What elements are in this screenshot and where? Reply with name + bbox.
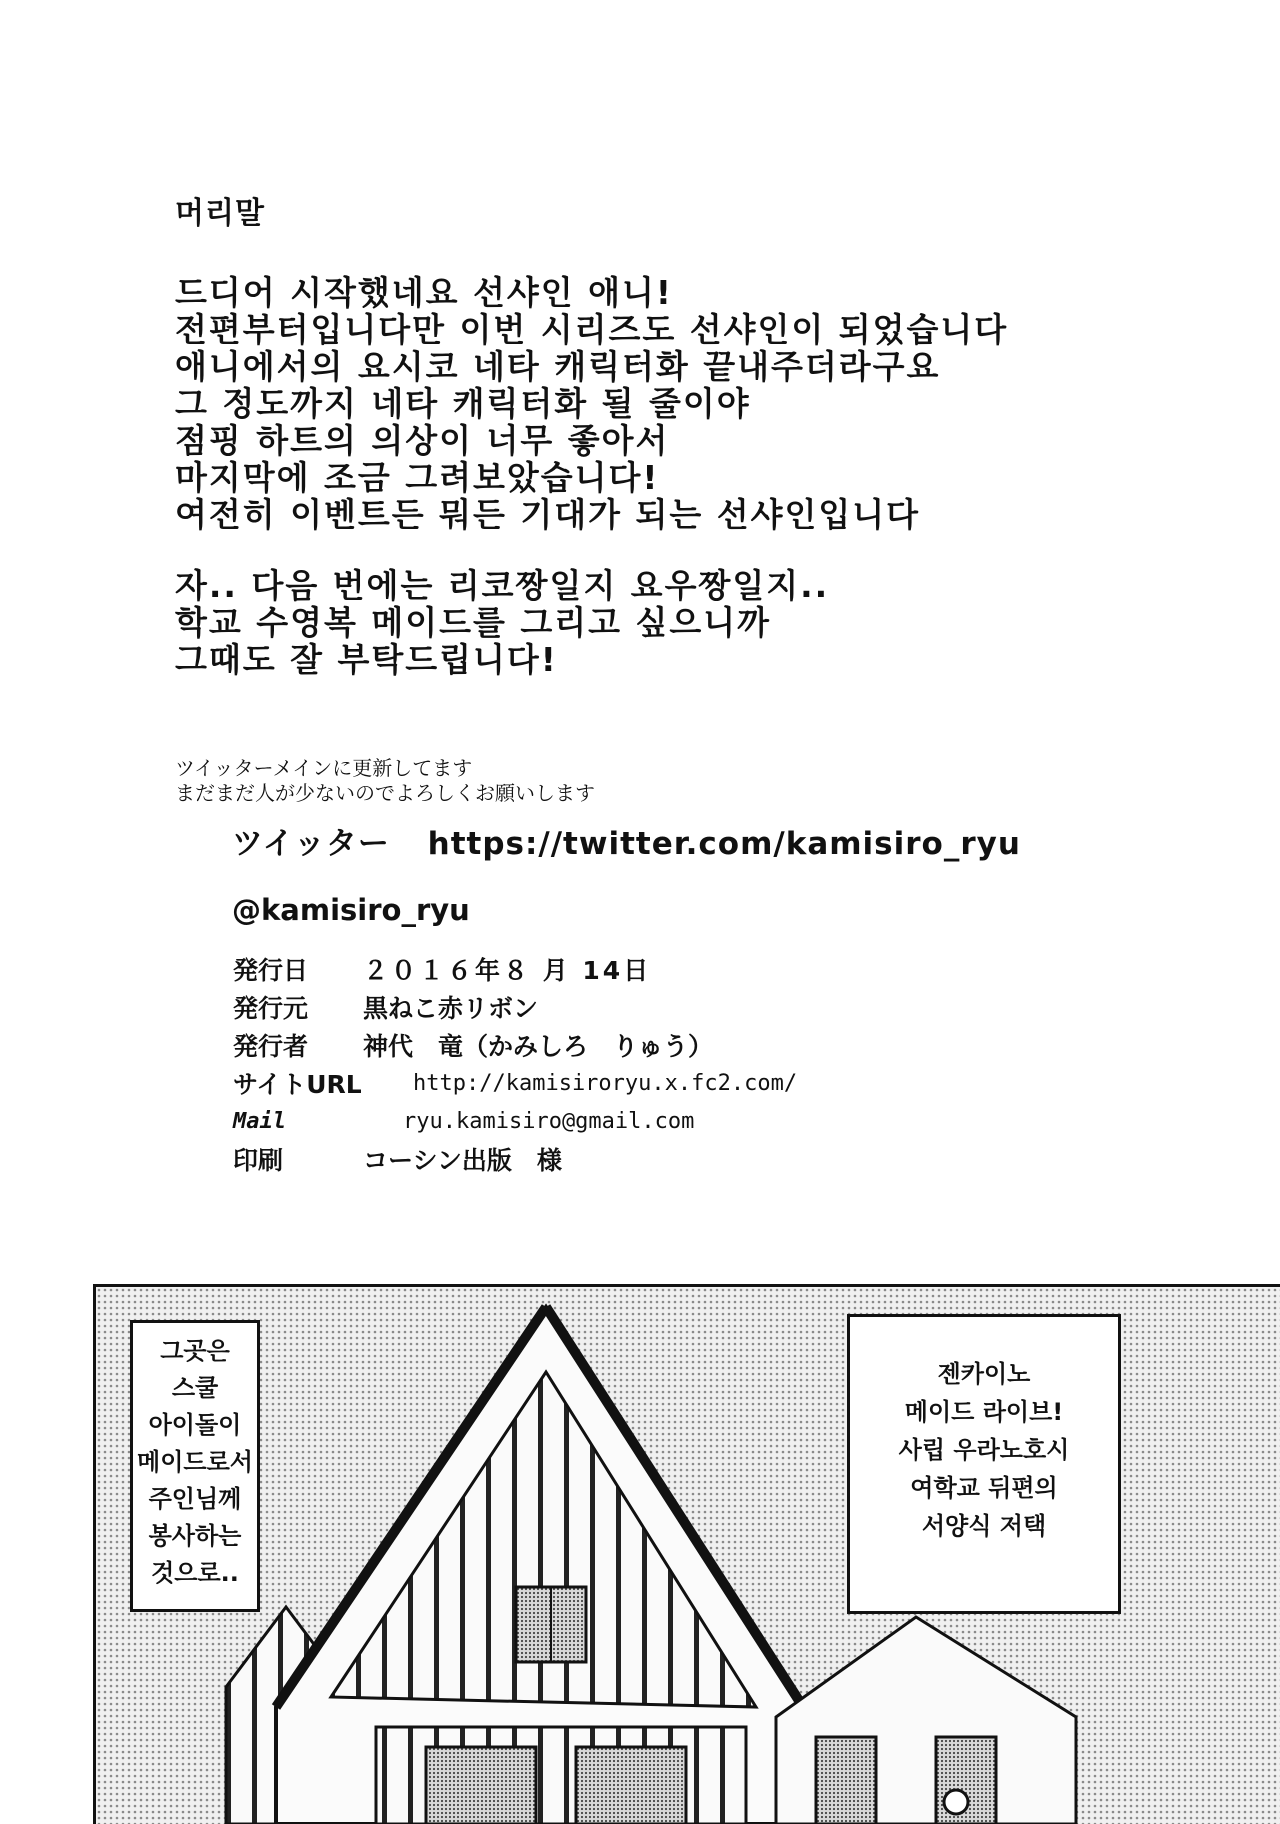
bubble-line: 여학교 뒤편의 [910,1474,1058,1502]
bubble-line: 젠카이노 [937,1360,1031,1388]
mail-label: Mail [233,1108,286,1134]
colophon-row-author [233,1026,797,1064]
twitter-url-link[interactable]: https://twitter.com/kamisiro_ryu [427,826,1021,862]
author-value: 神代 竜（かみしろ りゅう） [363,1032,714,1061]
site-url-label: サイトURL [233,1070,362,1099]
twitter-handle[interactable]: @kamisiro_ryu [232,893,470,927]
bubble-line: 서양식 저택 [921,1512,1047,1540]
preface-line: 마지막에 조금 그려보았습니다! [175,458,660,497]
colophon-row-issue-date [233,950,797,988]
colophon [233,950,797,1178]
twitter-label: ツイッター [232,826,390,862]
bubble-line: 봉사하는 [148,1522,242,1550]
colophon-row-site [233,1064,797,1102]
bubble-line: 메이드 라이브! [904,1398,1064,1426]
preface-line: 드디어 시작했네요 선샤인 애니! [175,273,673,312]
preface-line: 그 정도까지 네타 캐릭터화 될 줄이야 [175,384,751,423]
printer-label: 印刷 [233,1146,284,1175]
preface-line: 점핑 하트의 의상이 너무 좋아서 [175,421,670,460]
author-label: 発行者 [233,1032,309,1061]
bubble-line: 메이드로서 [137,1448,253,1476]
bubble-line: 스쿨 [171,1374,219,1402]
twitter-note [175,756,595,806]
issue-date-label: 発行日 [233,956,309,985]
publisher-label: 発行元 [233,994,309,1023]
bubble-line: 것으로.. [151,1559,239,1587]
preface-paragraph-1 [175,274,1175,533]
preface-line: 학교 수영복 메이드를 그리고 싶으니까 [175,603,772,642]
preface-heading: 머리말 [175,196,265,231]
colophon-row-print [233,1140,797,1178]
bubble-line: 아이돌이 [148,1411,242,1439]
preface-line: 애니에서의 요시코 네타 캐릭터화 끝내주더라구요 [175,347,941,386]
mail-link[interactable]: ryu.kamisiro@gmail.com [403,1108,695,1134]
preface-line: 전편부터입니다만 이번 시리즈도 선샤인이 되었습니다 [175,310,1009,349]
bubble-line: 그곳은 [160,1337,230,1365]
preface-paragraph-2 [175,567,1175,678]
preface-line: 자.. 다음 번에는 리코짱일지 요우짱일지.. [175,566,830,605]
preface-line: 여전히 이벤트든 뭐든 기대가 되는 선샤인입니다 [175,495,921,534]
printer-value: コーシン出版 様 [363,1146,562,1175]
issue-date-value: ２０１６年８ 月 14日 [363,956,652,985]
bubble-line: 주인님께 [148,1485,242,1513]
speech-bubble-left [130,1320,260,1612]
twitter-line [232,818,1021,863]
publisher-value: 黒ねこ赤リボン [363,994,539,1023]
note-line: ツイッターメインに更新してます [175,756,473,780]
colophon-row-publisher [233,988,797,1026]
preface-section [175,188,1175,712]
note-line: まだまだ人が少ないのでよろしくお願いします [175,781,595,805]
preface-line: 그때도 잘 부탁드립니다! [175,640,558,679]
bubble-line: 사립 우라노호시 [898,1436,1070,1464]
site-url-link[interactable]: http://kamisiroryu.x.fc2.com/ [413,1070,798,1096]
speech-bubble-right [847,1314,1121,1614]
colophon-row-mail [233,1102,797,1140]
